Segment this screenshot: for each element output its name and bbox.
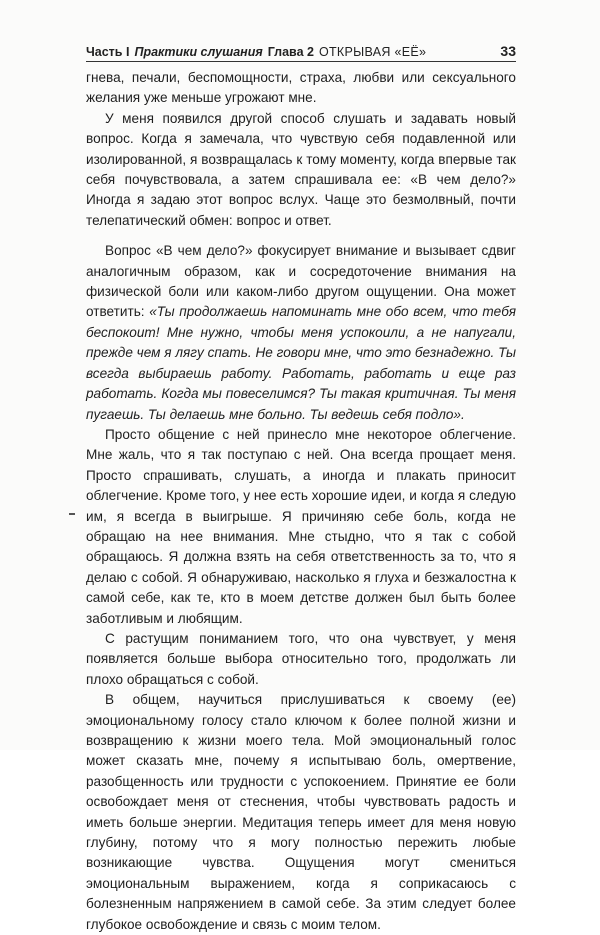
- header-chapter-title: ОТКРЫВАЯ «ЕЁ»: [318, 45, 427, 59]
- paragraph: [86, 629, 516, 690]
- paragraph: [86, 109, 516, 231]
- text-run: Просто общение с ней принесло мне некоторое облегчение. Мне жаль, что я так поступаю с ней. Она всегда прощает меня. Просто спрашивать, слушать, а иногда и плакать приносит облегчение. Кроме того, у нее есть хорошие идеи, и когда я следую им, я всегда в выигрыше. Я причиняю себе боль, когда не обращаю на нее внимания. Мне стыдно, что я так с собой обращаюсь. Я должна взять на себя ответственность за то, что я делаю с собой. Я обнаруживаю, насколько я глуха и безжалостна к самой себе, как те, кто в моем детстве должен был быть более заботливым и любящим.: [86, 426, 516, 626]
- header-section: Практики слушания: [134, 45, 263, 59]
- running-header: [86, 37, 516, 59]
- paragraph: [86, 68, 516, 109]
- italic-text: «Ты продолжаешь напоминать мне обо всем, что тебя беспокоит! Мне нужно, чтобы меня успокоили, а не напугали, прежде чем я лягу спать. Не говори мне, что это безнадежно. Ты всегда выбираешь работу. Работать, работать и еще раз работать. Когда мы повеселимся? Ты такая критичная. Ты меня пугаешь. Ты делаешь мне больно. Ты ведешь себя подло».: [86, 304, 516, 422]
- header-part: Часть I: [86, 45, 130, 59]
- paragraph: [86, 241, 516, 425]
- text-run: У меня появился другой способ слушать и задавать новый вопрос. Когда я замечала, что чувствую себя подавленной или изолированной, я возвращалась к тому моменту, когда впервые так себя почувствовала, а затем спрашивала ее: «В чем дело?» Иногда я задаю этот вопрос вслух. Чаще это безмолвный, почти телепатический обмен: вопрос и ответ.: [86, 110, 516, 228]
- text-run: гнева, печали, беспомощности, страха, любви или сексуального желания уже меньше угрожают мне.: [86, 70, 516, 106]
- body-text: [86, 68, 516, 935]
- page-number: 33: [500, 43, 516, 59]
- text-run: В общем, научиться прислушиваться к своему (ее) эмоциональному голосу стало ключом к более полной жизни и возвращению к жизни моего тела. Мой эмоциональный голос может сказать мне, почему я испытываю боль, омертвение, разобщенность или трудности с успокоением. Принятие ее боли освобождает меня от стеснения, чтобы чувствовать радость и иметь больше энергии. Медитация теперь имеет для меня новую глубину, потому что я могу полностью пережить любые возникающие чувства. Ощущения могут смениться эмоциональным выражением, когда я соприкасаюсь с болезненным напряжением в самой себе. За этим следует более глубокое освобождение и связь с моим телом.: [86, 692, 516, 932]
- header-chapter: Глава 2: [267, 45, 314, 59]
- header-rule: [86, 61, 516, 62]
- margin-mark: [69, 513, 75, 515]
- text-run: С растущим пониманием того, что она чувствует, у меня появляется больше выбора относительно того, продолжать ли плохо обращаться с собой.: [86, 630, 516, 687]
- paragraph: [86, 425, 516, 629]
- text-run: Вопрос «В чем дело?» фокусирует внимание и вызывает сдвиг аналогичным образом, как и сосредоточение внимания на физической боли или каком-либо другом ощущении. Она может ответить:: [86, 243, 516, 320]
- paragraph: [86, 690, 516, 935]
